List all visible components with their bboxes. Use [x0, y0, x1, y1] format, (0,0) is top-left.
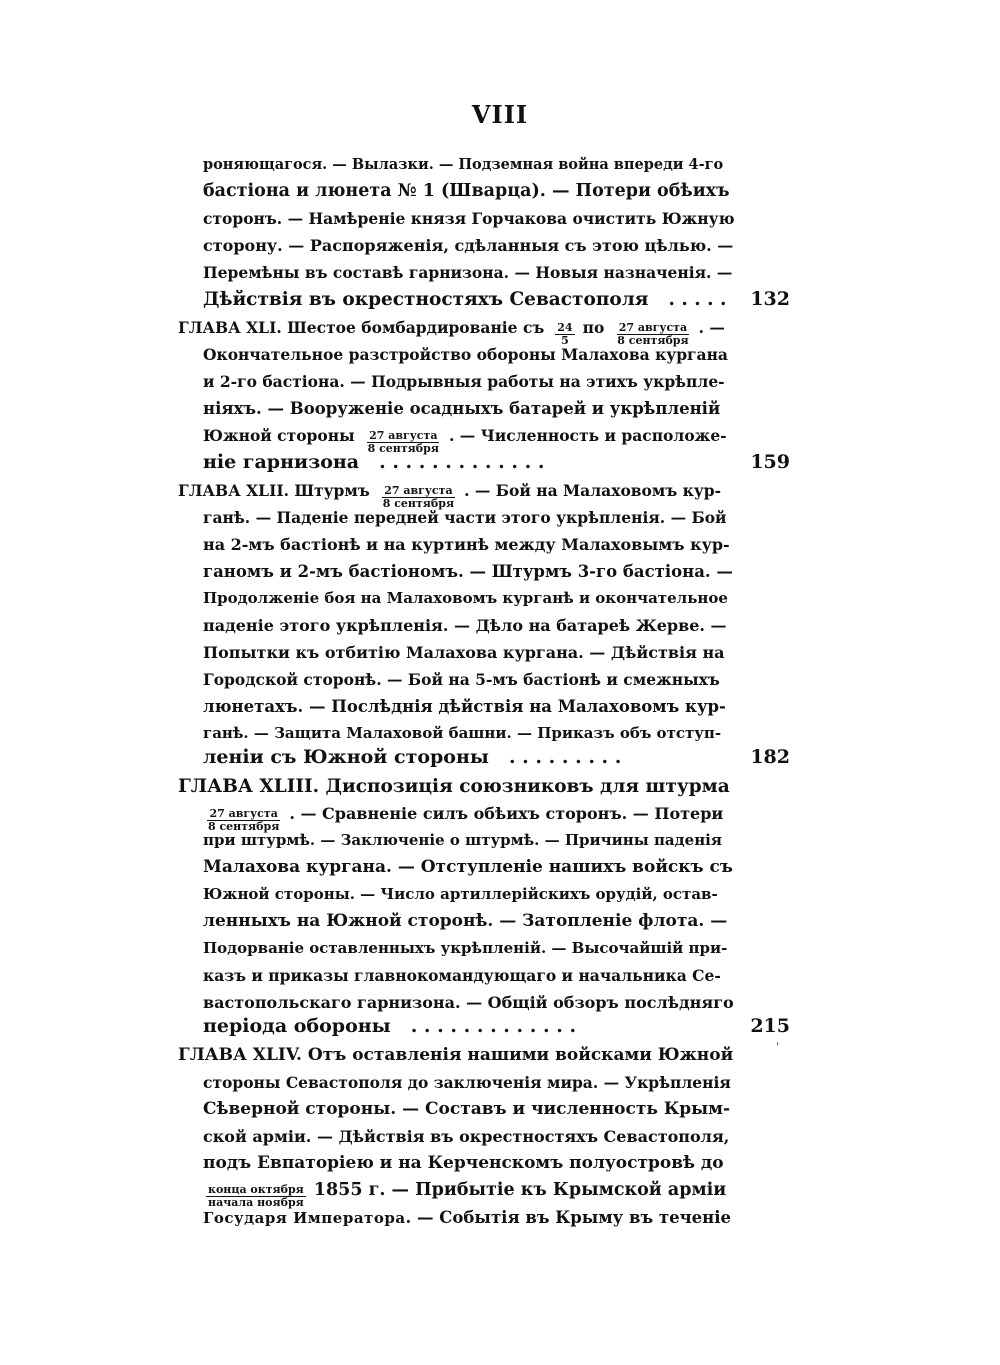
toc-line-with-leader: [203, 449, 733, 476]
toc-line-text: Дѣйствія въ окрестностяхъ Севастополя: [203, 289, 649, 310]
toc-line-text: ГЛАВА XLI. Шестое бомбардированіе съ: [178, 318, 545, 337]
fraction-numerator: конца октября: [208, 1183, 304, 1196]
toc-line: казъ и приказы главнокомандующаго и начальника Се-: [203, 966, 721, 985]
toc-line: Продолженіе боя на Малаховомъ курганѣ и окончательное: [203, 589, 728, 607]
fraction-numerator: 24: [557, 321, 573, 334]
stray-mark: ': [776, 1040, 780, 1054]
page-number-roman: VIII: [471, 100, 529, 129]
dot-leader: . . . . . . . . . . . . .: [379, 451, 545, 473]
toc-line: и 2-го бастіона. — Подрывныя работы на этихъ укрѣпле-: [203, 372, 725, 391]
dot-leader: . . . . . . . . .: [508, 746, 622, 768]
toc-line: ганѣ. — Паденіе передней части этого укрѣпленія. — Бой: [203, 508, 727, 527]
chapter-heading-xli: [178, 314, 733, 347]
toc-line-text: леніи съ Южной стороны: [203, 746, 489, 768]
toc-line-with-leader: [203, 286, 733, 313]
toc-line: люнетахъ. — Послѣднія дѣйствія на Малаховомъ кур-: [203, 697, 726, 716]
toc-line: ганѣ. — Защита Малаховой башни. — Приказъ объ отступ-: [203, 724, 722, 742]
toc-line-with-leader: [203, 1013, 733, 1040]
toc-line: [203, 1177, 733, 1209]
toc-line: подъ Евпаторіею и на Керченскомъ полуостровѣ до: [203, 1153, 724, 1173]
fraction-denominator: 8 сентября: [208, 820, 280, 833]
fraction-denominator: начала ноября: [208, 1196, 304, 1209]
toc-line: Подорваніе оставленныхъ укрѣпленій. — Высочайшій при-: [203, 939, 728, 957]
toc-line: [203, 800, 733, 833]
toc-line: Южной стороны. — Число артиллерійскихъ орудій, остав-: [203, 885, 718, 903]
fraction-numerator: 27 августа: [618, 321, 688, 334]
toc-line-text: Южной стороны: [203, 426, 355, 445]
fraction-numerator: 27 августа: [384, 484, 453, 497]
toc-page-number: 132: [750, 288, 790, 310]
toc-line: ской арміи. — Дѣйствія въ окрестностяхъ Севастополя,: [203, 1127, 730, 1146]
fraction-numerator: 27 августа: [369, 429, 438, 442]
toc-page-number: 215: [750, 1015, 790, 1037]
toc-line: ніяхъ. — Вооруженіе осадныхъ батарей и укрѣпленій: [203, 399, 721, 418]
dot-leader: . . . . .: [668, 289, 727, 310]
fraction-denominator: 8 сентября: [617, 334, 689, 347]
toc-line: бастіона и люнета № 1 (Шварца). — Потери обѣихъ: [203, 181, 730, 201]
toc-line: Окончательное разстройство обороны Малахова кургана: [203, 345, 728, 364]
toc-line-text: по: [582, 318, 605, 337]
toc-line: при штурмѣ. — Заключеніе о штурмѣ. — Причины паденія: [203, 831, 722, 849]
toc-page-number: 159: [750, 451, 790, 473]
toc-line-text: ніе гарнизона: [203, 451, 360, 473]
toc-line-text: . — Бой на Малаховомъ кур-: [464, 481, 722, 500]
toc-line: [203, 422, 733, 455]
toc-page-number: 182: [750, 746, 790, 768]
toc-line: паденіе этого укрѣпленія. — Дѣло на батареѣ Жерве. —: [203, 616, 727, 635]
toc-line-text: періода обороны: [203, 1015, 391, 1037]
chapter-heading-xliii: ГЛАВА XLIII. Диспозиція союзниковъ для штурма: [178, 776, 730, 797]
chapter-heading-xliv: ГЛАВА XLIV. Отъ оставленія нашими войсками Южной: [178, 1045, 734, 1065]
toc-line: [203, 1204, 733, 1231]
toc-line: на 2-мъ бастіонѣ и на куртинѣ между Малаховымъ кур-: [203, 535, 730, 554]
fraction-denominator: 8 сентября: [367, 442, 439, 455]
toc-line-text: . — Сравненіе силъ обѣихъ сторонъ. — Потери: [289, 804, 724, 823]
dot-leader: . . . . . . . . . . . . .: [410, 1015, 577, 1037]
toc-line: сторону. — Распоряженія, сдѣланныя съ этою цѣлью. —: [203, 236, 734, 255]
toc-line: Попытки къ отбитію Малахова кургана. — Дѣйствія на: [203, 643, 725, 662]
fraction-denominator: 5: [561, 334, 569, 347]
toc-line: Городской сторонѣ. — Бой на 5-мъ бастіонѣ и смежныхъ: [203, 670, 720, 689]
small-caps-text: Государя Императора: [203, 1209, 406, 1227]
toc-line: вастопольскаго гарнизона. — Общій обзоръ послѣдняго: [203, 993, 734, 1012]
toc-line: стороны Севастополя до заключенія мира. — Укрѣпленія: [203, 1073, 731, 1092]
toc-line-text: . — Численность и расположе-: [448, 426, 727, 445]
toc-line-text: . —: [698, 318, 725, 337]
fraction-numerator: 27 августа: [209, 807, 278, 820]
toc-line: Перемѣны въ составѣ гарнизона. — Новыя назначенія. —: [203, 263, 733, 282]
toc-line-text: 1855 г. — Прибытіе къ Крымской арміи: [313, 1180, 727, 1200]
toc-line: роняющагося. — Вылазки. — Подземная война впереди 4-го: [203, 156, 724, 173]
toc-line-text: . — Событія въ Крыму въ теченіе: [405, 1208, 731, 1227]
toc-line: ганомъ и 2-мъ бастіономъ. — Штурмъ 3-го бастіона. —: [203, 562, 733, 581]
toc-line: Малахова кургана. — Отступленіе нашихъ войскъ съ: [203, 857, 733, 877]
toc-line-text: ГЛАВА XLII. Штурмъ: [178, 481, 370, 500]
fraction-denominator: 8 сентября: [382, 497, 455, 510]
toc-line: сторонъ. — Намѣреніе князя Горчакова очистить Южную: [203, 209, 735, 228]
toc-line-with-leader: [203, 744, 733, 771]
chapter-heading-xlii: [178, 477, 733, 510]
toc-line: Сѣверной стороны. — Составъ и численность Крым-: [203, 1099, 731, 1119]
toc-line: ленныхъ на Южной сторонѣ. — Затопленіе флота. —: [203, 911, 728, 931]
